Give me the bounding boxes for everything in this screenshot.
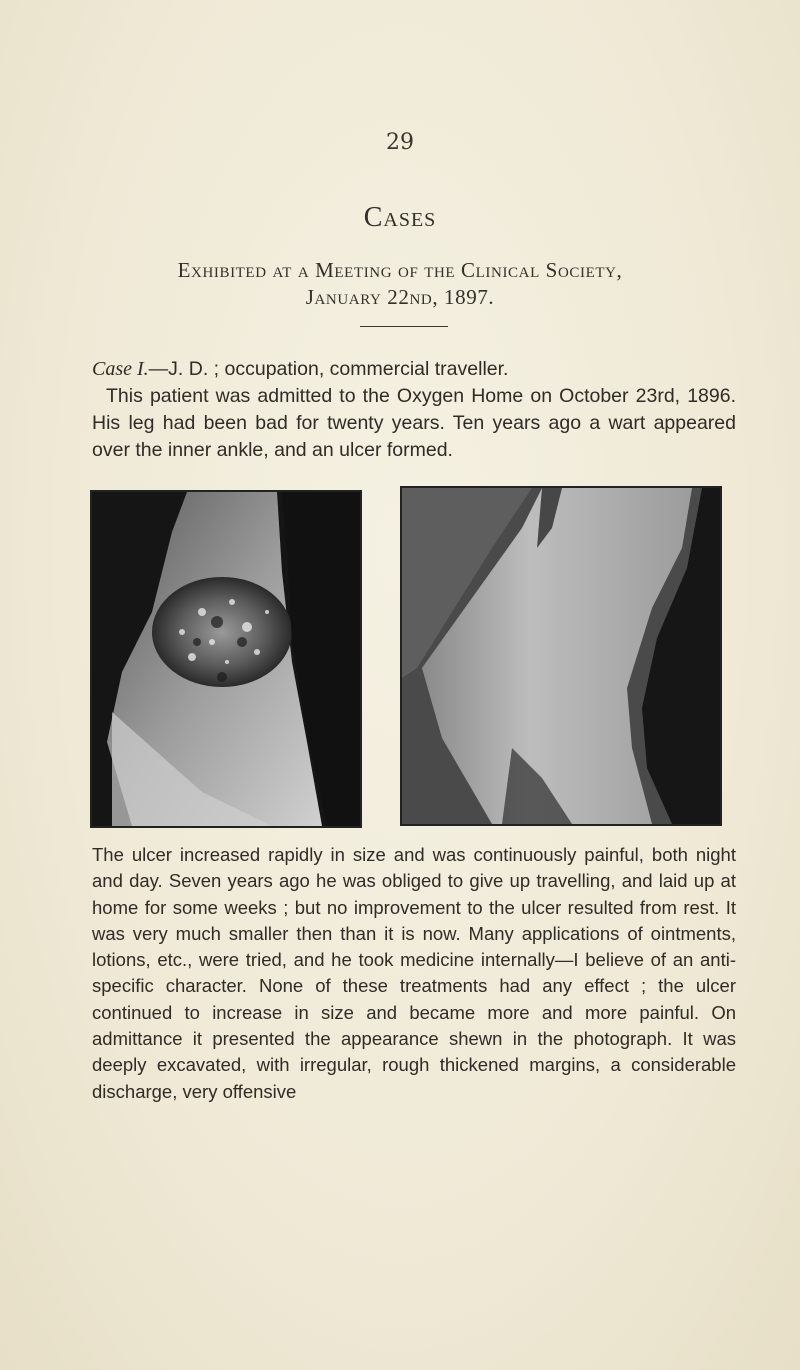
leg-photograph	[400, 486, 722, 826]
title-divider	[360, 326, 448, 327]
case-heading	[92, 356, 732, 383]
case-label: Case I.	[92, 358, 149, 380]
page-title: Cases	[363, 202, 437, 233]
subtitle-line-1: Exhibited at a Meeting of the Clinical Society,	[177, 258, 623, 282]
leg-ulcer-photograph	[90, 490, 362, 828]
case-intro: —J. D. ; occupation, commercial traveller.	[148, 358, 509, 380]
case-paragraph-2: The ulcer increased rapidly in size and was continuously painful, both night and day. Seven years ago he was obliged to give up travelling, and laid up at home for some weeks ; but no improvement to the ulcer resulted from rest. It was very much smaller then than it is now. Many applications of ointments, lotions, etc., were tried, and he took medicine internally—I believe of an anti-specific character. None of these treatments had any effect ; the ulcer continued to increase in size and became more and more painful. On admittance it presented the appearance shewn in the photograph. It was deeply excavated, with irregular, rough thickened margins, a considerable discharge, very offensive	[92, 844, 736, 1102]
subtitle-line-2: January 22nd, 1897.	[305, 285, 495, 309]
page-number: 29	[386, 130, 414, 155]
case-paragraph-1: This patient was admitted to the Oxygen Home on October 23rd, 1896. His leg had been bad for twenty years. Ten years ago a wart appeared over the inner ankle, and an ulcer formed.	[92, 385, 736, 461]
